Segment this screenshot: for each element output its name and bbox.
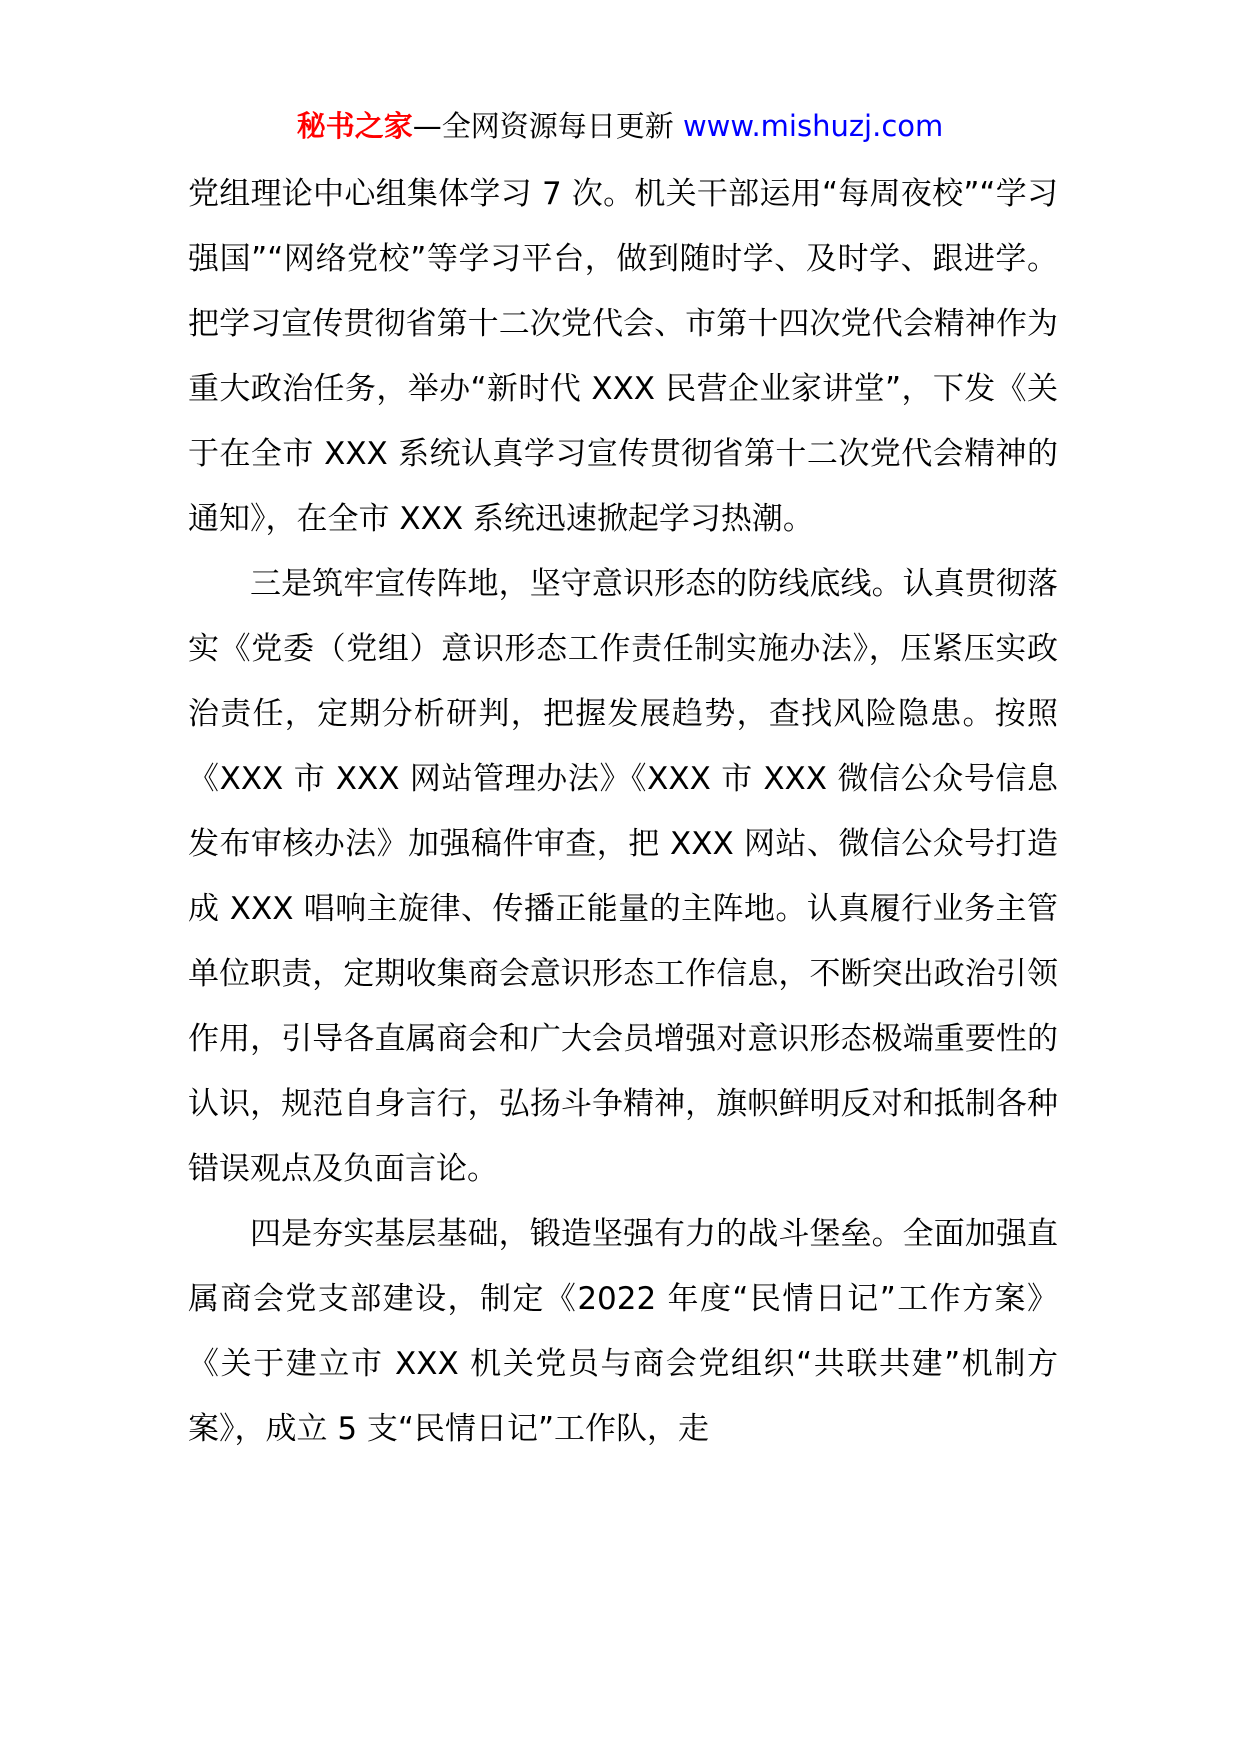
paragraph-continued: 党组理论中心组集体学习 7 次。机关干部运用“每周夜校”“学习强国”“网络党校”等学习平台，做到随时学、及时学、跟进学。把学习宣传贯彻省第十二次党代会、市第十四次党代会精神作为重大政治任务，举办“新时代 XXX 民营企业家讲堂”，下发《关于在全市 XXX 系统认真学习宣传贯彻省第十二次党代会精神的通知》，在全市 XXX 系统迅速掀起学习热潮。: [188, 176, 1058, 537]
document-body: [188, 162, 1058, 1462]
header-tagline: —全网资源每日更新: [412, 109, 683, 143]
website-link[interactable]: www.mishuzj.com: [682, 109, 944, 143]
paragraph-four: 四是夯实基层基础，锻造坚强有力的战斗堡垒。全面加强直属商会党支部建设，制定《2022 年度“民情日记”工作方案》《关于建立市 XXX 机关党员与商会党组织“共联共建”机制方案》，成立 5 支“民情日记”工作队，走: [188, 1216, 1058, 1447]
page-header: [0, 104, 1240, 148]
paragraph-three: 三是筑牢宣传阵地，坚守意识形态的防线底线。认真贯彻落实《党委（党组）意识形态工作责任制实施办法》，压紧压实政治责任，定期分析研判，把握发展趋势，查找风险隐患。按照《XXX 市 XXX 网站管理办法》《XXX 市 XXX 微信公众号信息发布审核办法》加强稿件审查，把 XXX 网站、微信公众号打造成 XXX 唱响主旋律、传播正能量的主阵地。认真履行业务主管单位职责，定期收集商会意识形态工作信息，不断突出政治引领作用，引导各直属商会和广大会员增强对意识形态极端重要性的认识，规范自身言行，弘扬斗争精神，旗帜鲜明反对和抵制各种错误观点及负面言论。: [188, 566, 1058, 1187]
brand-name: 秘书之家: [296, 109, 413, 143]
